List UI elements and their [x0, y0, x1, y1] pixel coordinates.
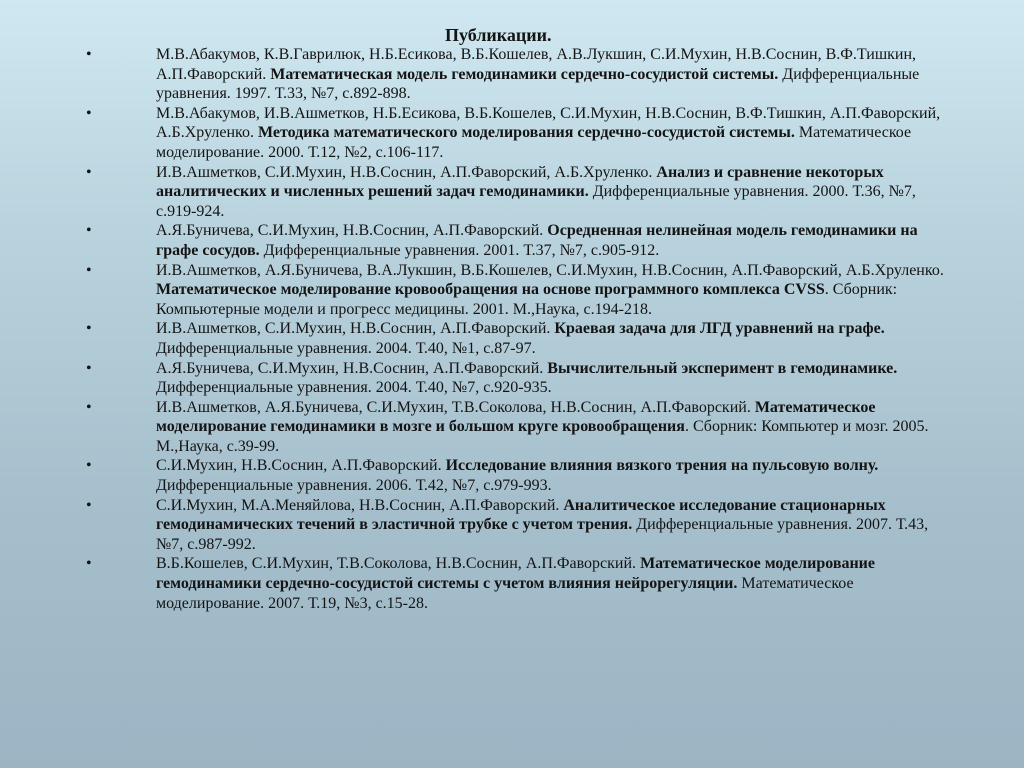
publication-entry	[156, 261, 956, 320]
bullet-icon: •	[86, 46, 92, 63]
bullet-icon: •	[86, 163, 92, 181]
publication-source: Дифференциальные уравнения. 2004. Т.40, №7, с.920-935.	[156, 379, 552, 397]
publication-title: Математическое моделирование гемодинамики сердечно-сосудистой системы с учетом влияния нейрорегуляции.	[156, 555, 875, 593]
publication-entry	[156, 163, 956, 222]
publication-authors: С.И.Мухин, Н.В.Соснин, А.П.Фаворский.	[156, 457, 446, 475]
list-item	[0, 104, 1024, 163]
list-item	[0, 261, 1024, 320]
publication-title: Вычислительный эксперимент в гемодинамике.	[547, 359, 898, 377]
publication-title: Методика математического моделирования сердечно-сосудистой системы.	[258, 124, 795, 142]
bullet-icon: •	[86, 320, 92, 338]
publication-source: Математическое моделирование. 2000. Т.12, №2, с.106-117.	[156, 124, 912, 161]
publication-title: Осредненная нелинейная модель гемодинамики на графе сосудов.	[156, 222, 918, 259]
bullet-icon: •	[86, 222, 92, 240]
list-item	[0, 45, 1024, 104]
bullet-icon: •	[86, 359, 92, 377]
bullet-icon: •	[86, 104, 92, 122]
bullet-icon: •	[86, 496, 92, 514]
publication-authors: В.Б.Кошелев, С.И.Мухин, Т.В.Соколова, Н.В.Соснин, А.П.Фаворский.	[156, 555, 641, 573]
publication-entry	[156, 221, 956, 260]
publication-entry	[156, 319, 956, 358]
list-item	[0, 398, 1024, 457]
publication-source: Математическое моделирование. 2007. Т.19, №3, с.15-28.	[156, 575, 854, 612]
publication-list	[0, 45, 1024, 613]
list-item	[0, 359, 1024, 398]
page-title: Публикации.	[445, 25, 552, 45]
publication-authors: И.В.Ашметков, С.И.Мухин, Н.В.Соснин, А.П.Фаворский.	[156, 320, 555, 338]
publication-authors: М.В.Абакумов, К.В.Гаврилюк, Н.Б.Есикова, В.Б.Кошелев, А.В.Лукшин, С.И.Мухин, Н.В.Соснин, В.Ф.Тишкин, А.П.Фаворский.	[156, 46, 917, 83]
publication-entry	[156, 554, 956, 613]
publication-source: Дифференциальные уравнения. 2007. Т.43, №7, с.987-992.	[156, 516, 929, 553]
publication-authors: И.В.Ашметков, С.И.Мухин, Н.В.Соснин, А.П.Фаворский, А.Б.Хруленко.	[156, 163, 657, 181]
list-item	[0, 496, 1024, 555]
publication-entry	[156, 496, 956, 555]
list-item	[0, 456, 1024, 495]
publication-source: . Сборник: Компьютерные модели и прогресс медицины. 2001. М.,Наука, с.194-218.	[156, 281, 898, 318]
bullet-icon: •	[86, 457, 92, 475]
publication-title: Аналитическое исследование стационарных гемодинамических течений в эластичной трубке с учетом трения.	[156, 496, 886, 534]
publication-authors: А.Я.Буничева, С.И.Мухин, Н.В.Соснин, А.П.Фаворский.	[156, 222, 548, 240]
publication-source: Дифференциальные уравнения. 2006. Т.42, №7, с.979-993.	[156, 477, 552, 495]
publication-authors: И.В.Ашметков, А.Я.Буничева, В.А.Лукшин, В.Б.Кошелев, С.И.Мухин, Н.В.Соснин, А.П.Фаворский, А.Б.Хруленко.	[156, 261, 944, 279]
bullet-icon: •	[86, 555, 92, 573]
publication-source: . Сборник: Компьютер и мозг. 2005. М.,Наука, с.39-99.	[156, 418, 929, 455]
publication-title: Краевая задача для ЛГД уравнений на графе.	[554, 320, 885, 338]
publication-entry	[156, 398, 956, 457]
publication-authors: М.В.Абакумов, И.В.Ашметков, Н.Б.Есикова, В.Б.Кошелев, С.И.Мухин, Н.В.Соснин, В.Ф.Тишкин, А.П.Фаворский, А.Б.Хруленко.	[156, 104, 941, 142]
publication-entry	[156, 359, 956, 398]
publication-source: Дифференциальные уравнения. 2000. Т.36, №7, с.919-924.	[156, 183, 916, 220]
bullet-icon: •	[86, 398, 92, 416]
list-item	[0, 554, 1024, 613]
publication-authors: С.И.Мухин, М.А.Меняйлова, Н.В.Соснин, А.П.Фаворский.	[156, 496, 564, 514]
publication-title: Исследование влияния вязкого трения на пульсовую волну.	[445, 457, 879, 475]
bullet-icon: •	[86, 261, 92, 279]
publication-authors: А.Я.Буничева, С.И.Мухин, Н.В.Соснин, А.П.Фаворский.	[156, 359, 548, 377]
publication-authors: И.В.Ашметков, А.Я.Буничева, С.И.Мухин, Т.В.Соколова, Н.В.Соснин, А.П.Фаворский.	[156, 398, 755, 416]
publication-source: Дифференциальные уравнения. 2001. Т.37, №7, с.905-912.	[259, 241, 660, 259]
publication-title: Математическое моделирование кровообращения на основе программного комплекса CVSS	[156, 281, 825, 299]
list-item	[0, 221, 1024, 260]
publication-entry	[156, 104, 956, 163]
publication-entry	[156, 45, 956, 104]
publication-title: Математическая модель гемодинамики сердечно-сосудистой системы.	[270, 65, 779, 83]
publication-source: Дифференциальные уравнения. 1997. Т.33, №7, с.892-898.	[156, 65, 920, 103]
list-item	[0, 319, 1024, 358]
publication-title: Анализ и сравнение некоторых аналитических и численных решений задач гемодинамики.	[156, 163, 884, 201]
list-item	[0, 163, 1024, 222]
publication-entry	[156, 456, 956, 495]
publication-title: Математическое моделирование гемодинамики в мозге и большом круге кровообращения	[156, 398, 876, 436]
publication-source: Дифференциальные уравнения. 2004. Т.40, №1, с.87-97.	[156, 339, 536, 357]
